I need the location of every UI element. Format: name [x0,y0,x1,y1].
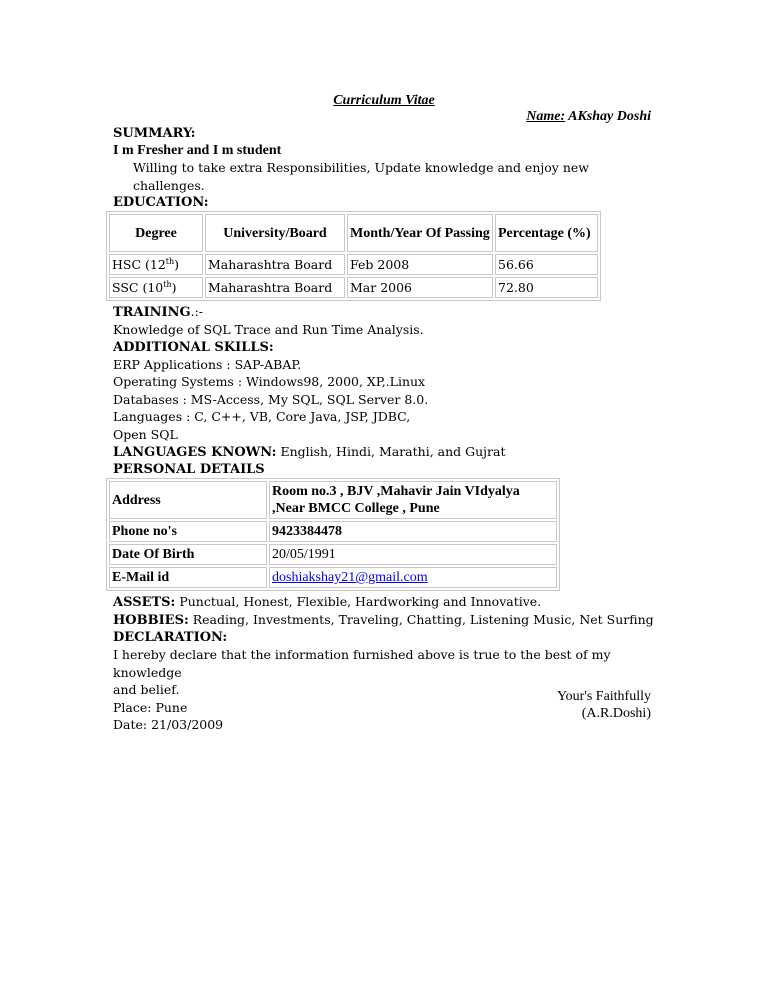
col-percentage: Percentage (%) [495,214,598,252]
dob-label: Date Of Birth [109,544,267,565]
date-cell: Feb 2008 [347,254,493,275]
languages-line: LANGUAGES KNOWN: English, Hindi, Marathi, and Gujrat [113,444,506,460]
col-board: University/Board [205,214,345,252]
training-line: Knowledge of SQL Trace and Run Time Analysis. [113,322,424,337]
name-value: AKshay Doshi [568,109,651,124]
table-row [109,254,598,275]
assets-line: ASSETS: Punctual, Honest, Flexible, Hardworking and Innovative. [113,594,542,610]
table-row [109,544,557,565]
phone-label: Phone no's [109,521,267,542]
table-row [109,481,557,519]
education-heading: EDUCATION: [113,195,209,210]
email-link[interactable]: doshiakshay21@gmail.com [272,570,428,585]
name-label: Name: [526,109,566,124]
skill-line: Languages : C, C++, VB, Core Java, JSP, JDBC, [113,409,411,424]
email-cell [269,567,557,588]
summary-heading: SUMMARY: [113,126,196,141]
date-cell: Mar 2006 [347,277,493,298]
skill-line: Operating Systems : Windows98, 2000, XP,.Linux [113,374,426,389]
skills-heading: ADDITIONAL SKILLS: [113,339,274,355]
declaration-heading: DECLARATION: [113,630,228,645]
education-table [106,211,601,301]
personal-table [106,478,560,591]
table-row [109,521,557,542]
signature-name: (A.R.Doshi) [581,706,651,721]
summary-line-2: Willing to take extra Responsibilities, Update knowledge and enjoy new challenges. [133,160,589,193]
skill-line: Open SQL [113,426,178,442]
training-heading: TRAINING.:- [113,304,204,320]
dob-value: 20/05/1991 [269,544,557,565]
skill-line: Databases : MS-Access, My SQL, SQL Server 8.0. [113,391,429,407]
table-row [109,277,598,298]
address-label: Address [109,481,267,519]
personal-heading: PERSONAL DETAILS [113,462,265,477]
address-value: Room no.3 , BJV ,Mahavir Jain VIdyalya ,Near BMCC College , Pune [269,481,557,519]
signature-closing: Your's Faithfully [556,689,651,704]
degree-cell: HSC (12th) [109,254,203,275]
board-cell: Maharashtra Board [205,277,345,298]
page-title: Curriculum Vitae [333,93,435,108]
col-degree: Degree [109,214,203,252]
percent-cell: 56.66 [495,254,598,275]
degree-cell: SSC (10th) [109,277,203,298]
declaration-line-2: and belief. [113,682,180,697]
email-label: E-Mail id [109,567,267,588]
summary-line-1: I m Fresher and I m student [113,143,282,158]
percent-cell: 72.80 [495,277,598,298]
cv-content [113,125,658,734]
name-line [526,108,651,125]
declaration-place: Place: Pune [113,699,188,715]
col-passing: Month/Year Of Passing [347,214,493,252]
board-cell: Maharashtra Board [205,254,345,275]
declaration-date: Date: 21/03/2009 [113,717,224,732]
phone-value: 9423384478 [269,521,557,542]
skill-line: ERP Applications : SAP-ABAP. [113,356,302,372]
table-row [109,567,557,588]
hobbies-line: HOBBIES: Reading, Investments, Traveling, Chatting, Listening Music, Net Surfing [113,612,654,628]
declaration-line-1: I hereby declare that the information furnished above is true to the best of my knowledge [113,647,611,680]
education-header-row [109,214,598,252]
